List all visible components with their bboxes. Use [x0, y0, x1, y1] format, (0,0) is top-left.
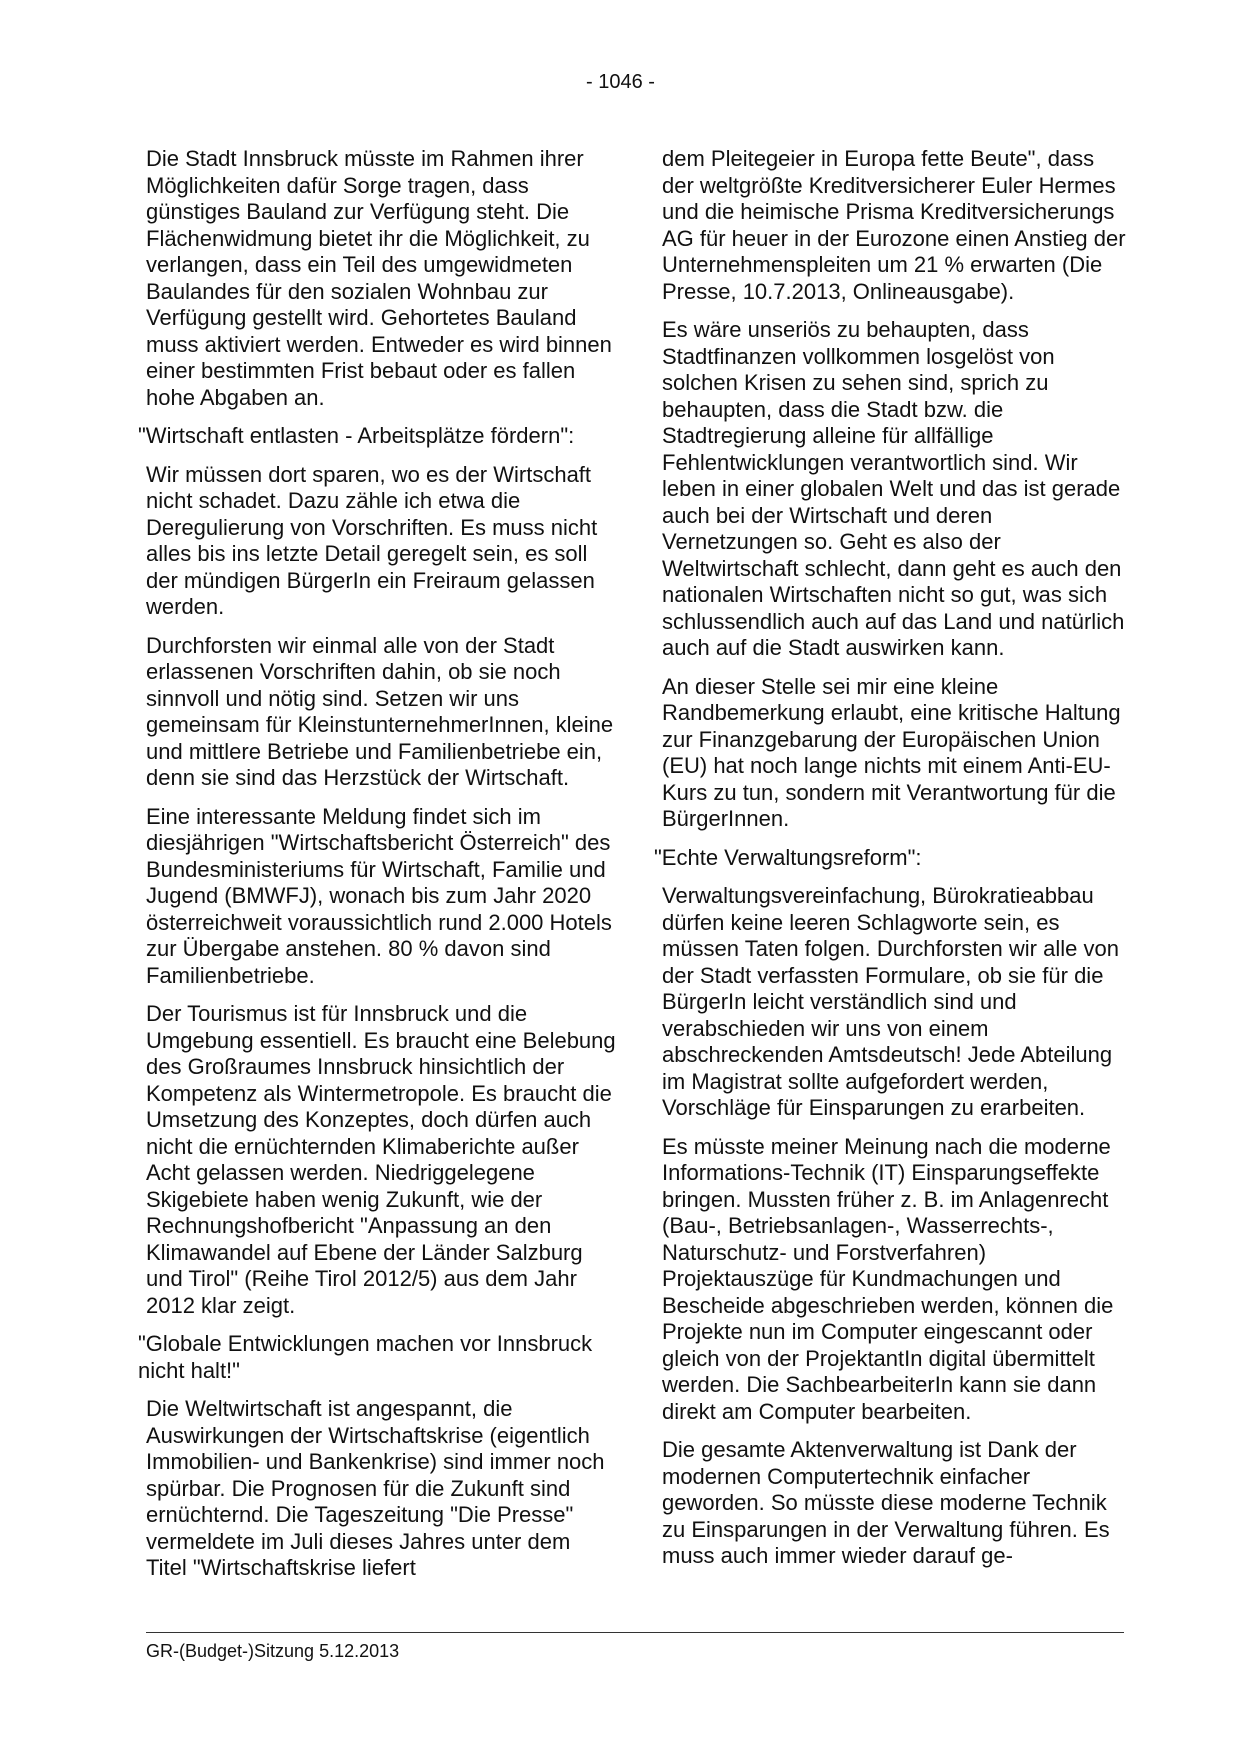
left-column: [138, 146, 616, 1594]
footer-divider: [146, 1632, 1124, 1633]
paragraph: Verwaltungsvereinfachung, Bürokratieabbau dürfen keine leeren Schlagworte sein, es müssen Taten folgen. Durchforsten wir alle von der Stadt verfassten Formulare, ob sie für die BürgerIn leicht verständlich sind und verabschieden wir uns von einem abschreckenden Amtsdeutsch! Jede Abteilung im Magistrat sollte aufgefordert werden, Vorschläge für Einsparungen zu erarbeiten.: [662, 883, 1119, 1120]
paragraph: Eine interessante Meldung findet sich im diesjährigen "Wirtschaftsbericht Österreich" des Bundesministeriums für Wirtschaft, Familie und Jugend (BMWFJ), wonach bis zum Jahr 2020 österreichweit voraussichtlich rund 2.000 Hotels zur Übergabe anstehen. 80 % davon sind Familienbetriebe.: [146, 803, 612, 988]
paragraph: Die Stadt Innsbruck müsste im Rahmen ihrer Möglichkeiten dafür Sorge tragen, dass günstiges Bauland zur Verfügung steht. Die Flächenwidmung bietet ihr die Möglichkeit, zu verlangen, dass ein Teil des umgewidmeten Baulandes für den sozialen Wohnbau zur Verfügung gestellt wird. Gehortetes Bauland muss aktiviert werden. Entweder es wird binnen einer bestimmten Frist bebaut oder es fallen hohe Abgaben an.: [146, 146, 612, 410]
paragraph: Es müsste meiner Meinung nach die moderne Informations-Technik (IT) Einsparungseffekte bringen. Mussten früher z. B. im Anlagenrecht (Bau-, Betriebsanlagen-, Wasserrechts-, Naturschutz- und Forstverfahren) Projektauszüge für Kundmachungen und Bescheide abgeschrieben werden, können die Projekte nun im Computer eingescannt oder gleich von der ProjektantIn digital übermittelt werden. Die SachbearbeiterIn kann sie dann direkt am Computer bearbeiten.: [662, 1133, 1114, 1424]
section-heading: "Wirtschaft entlasten - Arbeitsplätze fördern":: [138, 423, 575, 448]
right-column: [654, 146, 1132, 1582]
paragraph: dem Pleitegeier in Europa fette Beute", dass der weltgrößte Kreditversicherer Euler Hermes und die heimische Prisma Kreditversicherungs AG für heuer in der Eurozone einen Anstieg der Unternehmenspleiten um 21 % erwarten (Die Presse, 10.7.2013, Onlineausgabe).: [662, 146, 1126, 304]
paragraph: Durchforsten wir einmal alle von der Stadt erlassenen Vorschriften dahin, ob sie noch sinnvoll und nötig sind. Setzen wir uns gemeinsam für KleinstunternehmerInnen, kleine und mittlere Betriebe und Familienbetriebe ein, denn sie sind das Herzstück der Wirtschaft.: [146, 632, 614, 790]
paragraph: Der Tourismus ist für Innsbruck und die Umgebung essentiell. Es braucht eine Belebung des Großraumes Innsbruck hinsichtlich der Kompetenz als Wintermetropole. Es braucht die Umsetzung des Konzeptes, doch dürfen auch nicht die ernüchternden Klimaberichte außer Acht gelassen werden. Niedriggelegene Skigebiete haben wenig Zukunft, wie der Rechnungshofbericht "Anpassung an den Klimawandel auf Ebene der Länder Salzburg und Tirol" (Reihe Tirol 2012/5) aus dem Jahr 2012 klar zeigt.: [146, 1001, 616, 1318]
section-heading: "Globale Entwicklungen machen vor Innsbruck nicht halt!": [138, 1331, 593, 1383]
paragraph: Die gesamte Aktenverwaltung ist Dank der modernen Computertechnik einfacher geworden. So müsste diese moderne Technik zu Einsparungen in der Verwaltung führen. Es muss auch immer wieder darauf ge-: [662, 1437, 1110, 1568]
paragraph: An dieser Stelle sei mir eine kleine Randbemerkung erlaubt, eine kritische Haltung zur Finanzgebarung der Europäischen Union (EU) hat noch lange nichts mit einem Anti-EU-Kurs zu tun, sondern mit Verantwortung für die BürgerInnen.: [662, 673, 1121, 831]
paragraph: Wir müssen dort sparen, wo es der Wirtschaft nicht schadet. Dazu zähle ich etwa die Deregulierung von Vorschriften. Es muss nicht alles bis ins letzte Detail geregelt sein, es soll der mündigen BürgerIn ein Freiraum gelassen werden.: [146, 461, 598, 619]
section-heading: "Echte Verwaltungsreform":: [654, 844, 922, 870]
footer-text: GR-(Budget-)Sitzung 5.12.2013: [146, 1641, 400, 1661]
page-number: - 1046 -: [586, 71, 655, 93]
paragraph: Die Weltwirtschaft ist angespannt, die Auswirkungen der Wirtschaftskrise (eigentlich Immobilien- und Bankenkrise) sind immer noch spürbar. Die Prognosen für die Zukunft sind ernüchternd. Die Tageszeitung "Die Presse" vermeldete im Juli dieses Jahres unter dem Titel "Wirtschaftskrise liefert: [146, 1396, 605, 1580]
paragraph: Es wäre unseriös zu behaupten, dass Stadtfinanzen vollkommen losgelöst von solchen Krisen zu sehen sind, sprich zu behaupten, dass die Stadt bzw. die Stadtregierung alleine für allfällige Fehlentwicklungen verantwortlich sind. Wir leben in einer globalen Welt und das ist gerade auch bei der Wirtschaft und deren Vernetzungen so. Geht es also der Weltwirtschaft schlecht, dann geht es auch den nationalen Wirtschaften nicht so gut, was sich schlussendlich auch auf das Land und natürlich auch auf die Stadt auswirken kann.: [662, 317, 1125, 660]
